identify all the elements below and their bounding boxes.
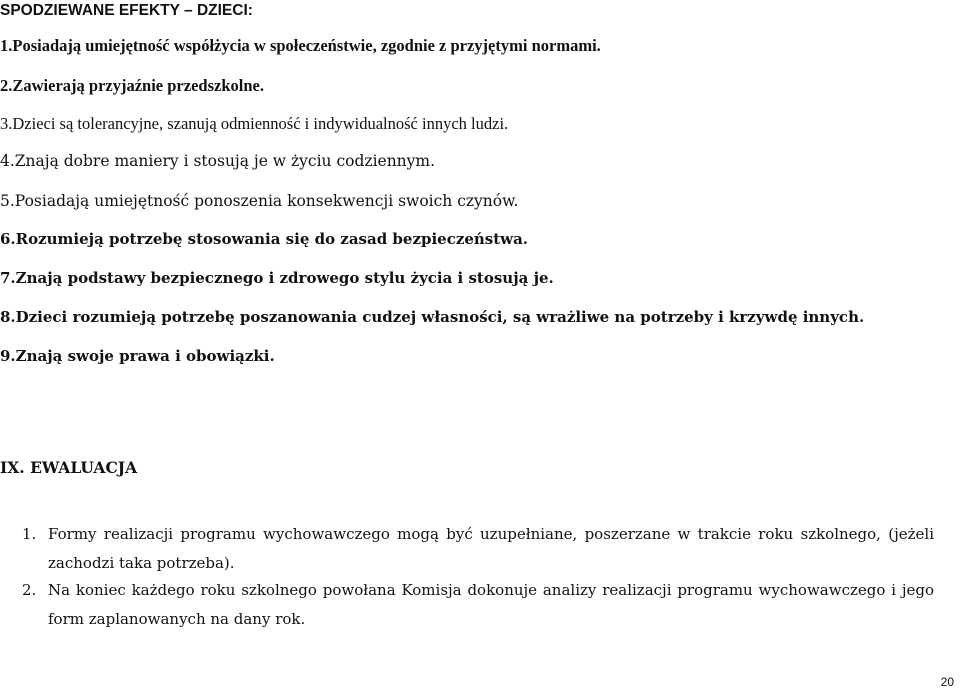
evaluation-item-2 [22,576,958,634]
effect-item-7: 7.Znają podstawy bezpiecznego i zdrowego stylu życia i stosują je. [0,269,554,287]
evaluation-item-text [48,576,958,634]
page-number: 20 [940,675,954,689]
evaluation-item-number: 1. [22,525,37,543]
effect-item-2: 2.Zawierają przyjaźnie przedszkolne. [0,76,264,95]
evaluation-item-line: zachodzi taka potrzeba). [48,554,235,572]
evaluation-item-number: 2. [22,581,37,599]
effect-item-8: 8.Dzieci rozumieją potrzebę poszanowania cudzej własności, są wrażliwe na potrzeby i krzywdę innych. [0,308,865,326]
evaluation-title: IX. EWALUACJA [0,458,138,477]
evaluation-item-line: Formy realizacji programu wychowawczego mogą być uzupełniane, poszerzane w trakcie roku szkolnego, (jeżeli [48,525,934,543]
effect-item-4: 4.Znają dobre maniery i stosują je w życiu codziennym. [0,152,436,170]
effect-item-3: 3.Dzieci są tolerancyjne, szanują odmienność i indywidualność innych ludzi. [0,114,509,133]
evaluation-item-1 [22,520,958,578]
effect-item-5: 5.Posiadają umiejętność ponoszenia konsekwencji swoich czynów. [0,192,519,210]
effect-item-6: 6.Rozumieją potrzebę stosowania się do zasad bezpieczeństwa. [0,230,529,248]
effect-item-9: 9.Znają swoje prawa i obowiązki. [0,347,275,365]
evaluation-item-line: form zaplanowanych na dany rok. [48,610,306,628]
effect-item-1: 1.Posiadają umiejętność współżycia w społeczeństwie, zgodnie z przyjętymi normami. [0,36,601,55]
evaluation-item-line: Na koniec każdego roku szkolnego powołana Komisja dokonuje analizy realizacji programu wychowawczego i jego [48,581,934,599]
section-heading: SPODZIEWANE EFEKTY – DZIECI: [0,2,253,19]
evaluation-item-text [48,520,958,578]
